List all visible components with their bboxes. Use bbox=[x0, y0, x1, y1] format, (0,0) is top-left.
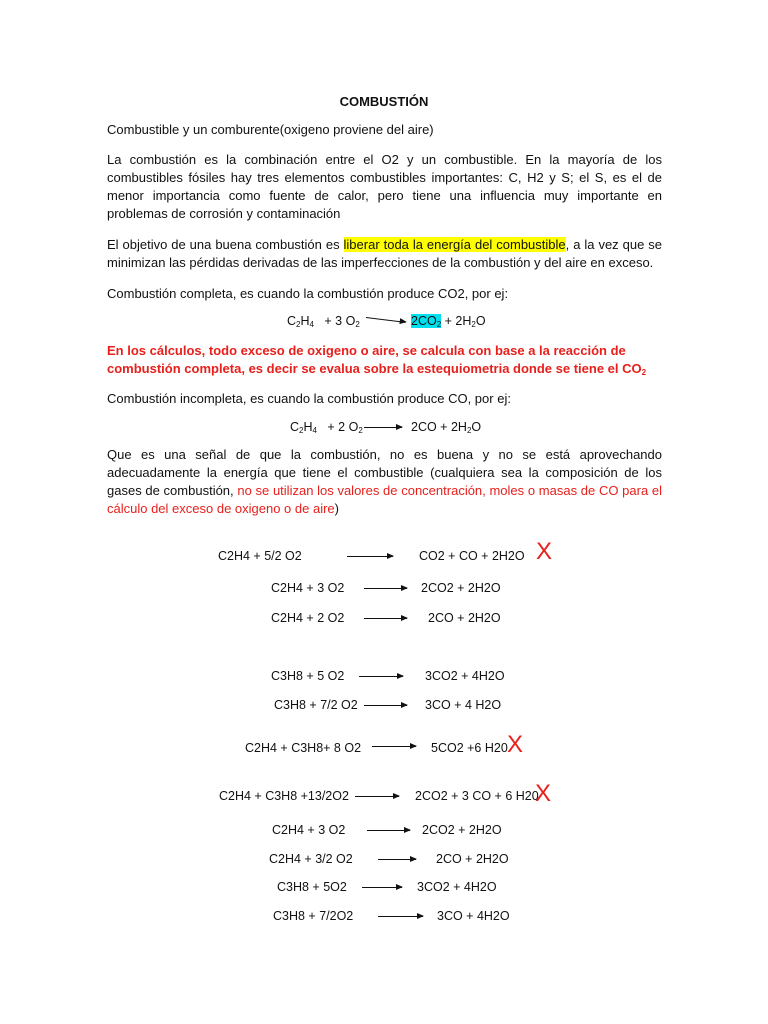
reaction-arrow bbox=[355, 796, 399, 797]
reaction-arrow bbox=[366, 317, 406, 323]
reaction-right: 2CO2 + 3 CO + 6 H20 bbox=[415, 789, 539, 803]
reaction-left: C2H4 + C3H8+ 8 O2 bbox=[245, 741, 362, 755]
reaction-arrow bbox=[364, 427, 402, 428]
reaction-arrow bbox=[362, 887, 402, 888]
reaction-arrow bbox=[378, 916, 423, 917]
reaction-right: 2CO2 + 2H2O bbox=[422, 823, 502, 837]
paragraph-incomplete-signal: Que es una señal de que la combustión, no es buena y no se está aprovechando adecuadamente la energía que tiene el combustible (cualquiera sea la composición de los gases de combustión, no se utilizan los valores de concentración, moles o masas de CO para el cálculo del exceso de oxigeno o de aire) bbox=[107, 447, 662, 516]
red-inline-note: no se utilizan los valores de concentración, moles o masas de CO para el cálculo del exceso de oxigeno o de aire bbox=[107, 483, 662, 516]
reaction-arrow bbox=[364, 618, 407, 619]
reaction-right: 3CO + 4 H2O bbox=[425, 698, 502, 712]
reaction-left: C2H4 + C3H8 +13/2O2 bbox=[219, 789, 349, 803]
cross-mark: X bbox=[535, 780, 552, 807]
reaction-arrow bbox=[347, 556, 393, 557]
reaction-right: 5CO2 +6 H20 bbox=[431, 741, 508, 755]
reaction-arrow bbox=[364, 588, 407, 589]
reaction-right: 2CO + 2H2O bbox=[428, 611, 501, 625]
red-note: En los cálculos, todo exceso de oxigeno o aire, se calcula con base a la reacción de combustión completa, es decir se evalua sobre la estequiometria donde se tiene el $CO_2$ bbox=[107, 343, 647, 377]
paragraph-objective bbox=[107, 236, 662, 272]
page-title: COMBUSTIÓN bbox=[339, 94, 429, 109]
reaction-right: CO2 + CO + 2H2O bbox=[419, 549, 525, 563]
cross-mark: X bbox=[507, 731, 524, 758]
equation-complete-products: $2CO_2 + 2H_2O$ bbox=[411, 314, 486, 329]
reaction-arrow bbox=[378, 859, 416, 860]
reaction-left: C3H8 + 7/2 O2 bbox=[274, 698, 358, 712]
reaction-left: C2H4 + 3 O2 bbox=[271, 581, 345, 595]
reaction-left: C3H8 + 7/2O2 bbox=[273, 909, 354, 923]
reaction-left: C3H8 + 5O2 bbox=[277, 880, 347, 894]
complete-combustion-intro: Combustión completa, es cuando la combustión produce CO2, por ej: bbox=[107, 286, 509, 301]
intro-line: Combustible y un comburente(oxigeno proviene del aire) bbox=[107, 122, 434, 137]
reaction-right: 3CO2 + 4H2O bbox=[417, 880, 497, 894]
reaction-arrow bbox=[372, 746, 416, 747]
reaction-left: C2H4 + 3/2 O2 bbox=[269, 852, 353, 866]
reaction-arrow bbox=[364, 705, 407, 706]
objective-text-a: El objetivo de una buena combustión es bbox=[107, 237, 344, 252]
reaction-right: 3CO + 4H2O bbox=[437, 909, 510, 923]
reaction-left: C2H4 + 2 O2 bbox=[271, 611, 345, 625]
reaction-arrow bbox=[367, 830, 410, 831]
equation-incomplete-reactants: $C_2H_4$ + 2 $O_2$ bbox=[290, 420, 363, 435]
paragraph-definition: La combustión es la combinación entre el O2 y un combustible. En la mayoría de los combustibles fósiles hay tres elementos combustibles importantes: C, H2 y S; el S, es el de menor importancia como fuente de calor, pero tiene una influencia muy importante en problemas de corrosión y contaminación bbox=[107, 152, 662, 221]
reaction-left: C3H8 + 5 O2 bbox=[271, 669, 345, 683]
reaction-right: 2CO2 + 2H2O bbox=[421, 581, 501, 595]
reaction-left: C2H4 + 3 O2 bbox=[272, 823, 346, 837]
equation-complete-reactants: $C_2H_4$ + 3 $O_2$ bbox=[287, 314, 360, 329]
reaction-right: 2CO + 2H2O bbox=[436, 852, 509, 866]
reaction-left: C2H4 + 5/2 O2 bbox=[218, 549, 302, 563]
highlighted-phrase: liberar toda la energía del combustible bbox=[343, 237, 566, 252]
reaction-right: 3CO2 + 4H2O bbox=[425, 669, 505, 683]
objective-text-b: , a la vez que se minimizan las pérdidas derivadas de las imperfecciones de la combustión y del aire en exceso. bbox=[107, 237, 662, 270]
cross-mark: X bbox=[536, 538, 553, 565]
reaction-arrow bbox=[359, 676, 403, 677]
incomplete-combustion-intro: Combustión incompleta, es cuando la combustión produce CO, por ej: bbox=[107, 391, 511, 406]
equation-incomplete-products: $2CO + 2H_2O$ bbox=[411, 420, 482, 435]
